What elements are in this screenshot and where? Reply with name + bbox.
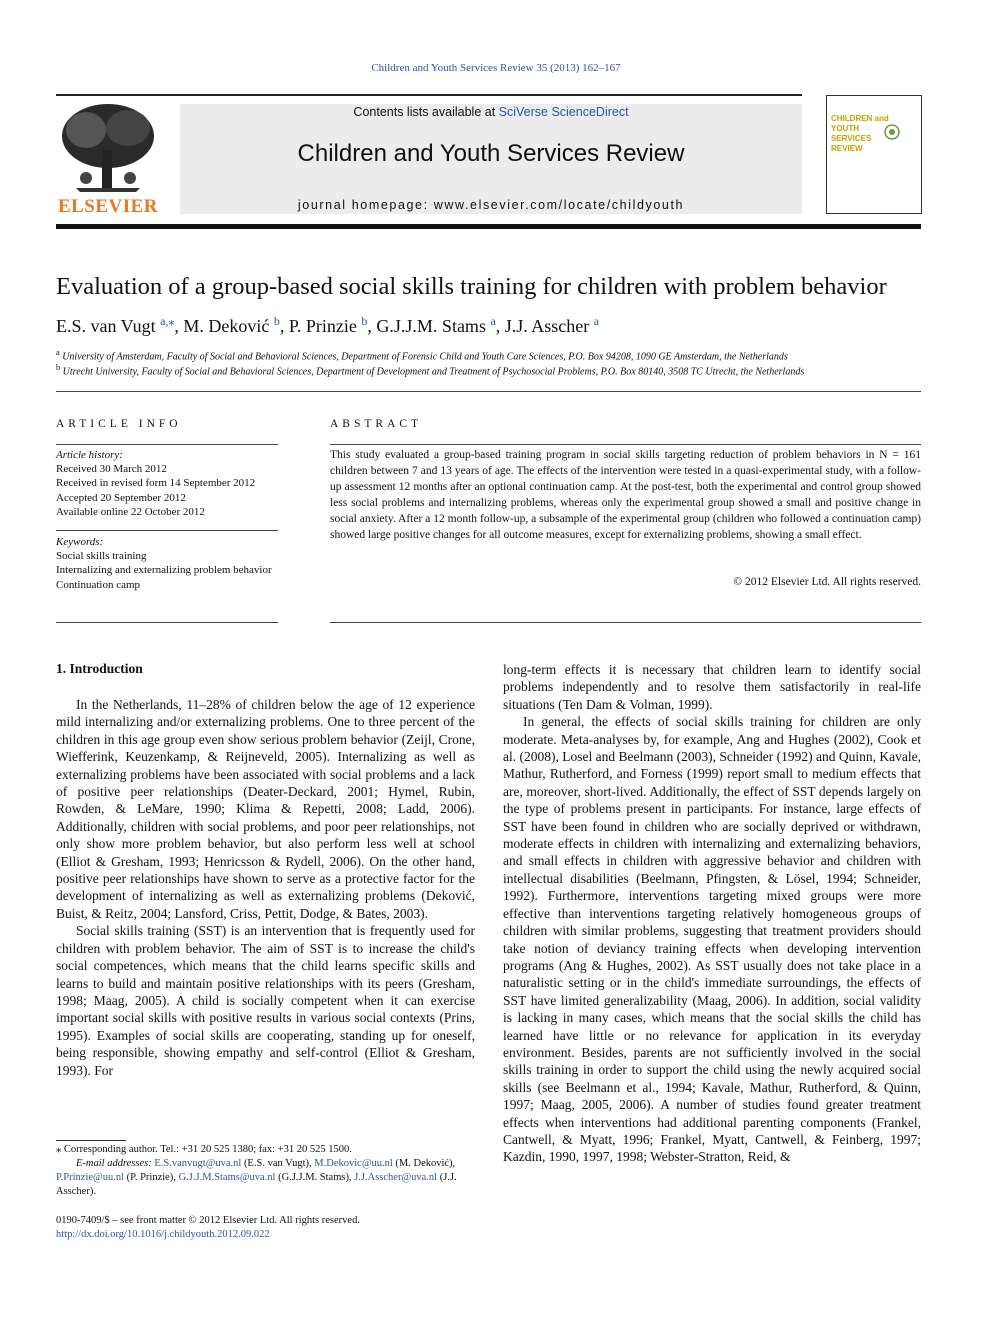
email-owner: (J.J. Asscher).: [56, 1172, 457, 1197]
email-link[interactable]: E.S.vanvugt@uva.nl: [154, 1158, 242, 1169]
affiliation-marker: b: [56, 363, 61, 372]
paragraph: Social skills training (SST) is an intervention that is frequently used for children with problem behavior. The aim of SST is to increase the child's social competences, which means that the child learns specific skills and learns to build and maintain positive relationships with its peers (Gresham, 1998; Maag, 2005). A child is socially competent when it can exercise important social skills with positive results in various social contexts (Prins, 1995). Examples of social skills are cooperating, standing up for oneself, being responsible, showing empathy and self-control (Elliot & Gresham, 1993). For: [56, 923, 475, 1078]
journal-citation[interactable]: Children and Youth Services Review 35 (2013) 162–167: [371, 62, 621, 74]
paragraph: long-term effects it is necessary that children learn to identify social problems independently and to resolve them satisfactorily in real-life situations (Ten Dam & Volman, 1999).: [503, 662, 921, 712]
email-link[interactable]: G.J.J.M.Stams@uva.nl: [178, 1172, 276, 1183]
email-owner: (E.S. van Vugt),: [241, 1158, 315, 1169]
footnote-rule: [56, 1140, 126, 1141]
author-name: G.J.J.M. Stams: [376, 316, 486, 336]
paragraph: In the Netherlands, 11–28% of children below the age of 12 experience mild internalizing and/or externalizing problems. One to three percent of the children in this age group even show serious problem behavior (Zeijl, Crone, Wiefferink, Keuzenkamp, & Reijneveld, 2005). Internalizing as well as externalizing problems have been associated with social problems and a lack of positive peer relationships (Deater-Deckard, 2001; Hymel, Rubin, Rowden, & LeMare, 1990; Klima & Repetti, 2008; Ladd, 2006). Additionally, children with social problems, and poor peer relationships, not only show more problem behavior, but also perform less well at school (Elliot & Gresham, 1993; Henricsson & Rydell, 2006). On the other hand, positive peer relationships have shown to serve as a protective factor for the development of internalizing as well as externalizing problems (Deković, Buist, & Reitz, 2004; Lansford, Criss, Pettit, Dodge, & Bates, 2003).: [56, 697, 475, 921]
author-name: J.J. Asscher: [504, 316, 590, 336]
email-label: E-mail addresses:: [76, 1158, 155, 1169]
keywords-label: Keywords:: [56, 536, 104, 548]
article-title: Evaluation of a group-based social skills training for children with problem behavior: [56, 273, 887, 300]
article-history: [56, 448, 278, 519]
author-list: E.S. van Vugt $^{a,⁎}$, M. Deković $^b$, P. Prinzie $^b$, G.J.J.M. Stams $^a$, J.J. Asscher $^a$: [56, 314, 600, 336]
author-affil-link[interactable]: a: [593, 314, 600, 328]
footnote-corresponding: ⁎ Corresponding author. Tel.: +31 20 525 1380; fax: +31 20 525 1500.: [56, 1144, 352, 1155]
paragraph: In general, the effects of social skills training for children are only moderate. Meta-analyses by, for example, Ang and Hughes (2002), Cook et al. (2008), Losel and Beelmann (2003), Schneider (1992) and Quinn, Kavale, Mathur, Rutherford, and Forness (1999) report small to medium effects that are, moreover, short-lived. Additionally, the effect of SST depends largely on the type of problems present in participants. For instance, large effects of SST have been found in children who are socially deprived or withdrawn, moderate effects in children with internalizing and externalizing behaviors, and small effects in children with aggressive behavior and children with intellectual disabilities (Beelmann, Pfingsten, & Lösel, 1994; Schneider, 1992). Furthermore, interventions targeting mixed groups were more effective than interventions targeting relatively homogeneous groups of children with similar problems, suggesting that treatment providers should take notion of deviancy training effects when developing intervention programs (Ang & Hughes, 2002). As SST usually does not take place in a naturalistic setting or in the child's immediate surroundings, the effects of SST have limited generalizability (Maag, 2006). In addition, social validity is lacking in many cases, which means that the social skills the child has learned have little or no relevance for application in its everyday environment. Besides, parents are not sufficiently involved in the social skills training in order to support the child using the newly acquired social skills (see Beelmann et al., 1994; Kavale, Mathur, Rutherford, & Quinn, 1997; Maag, 2005, 2006). A number of studies found greater treatment effects when interventions had additional parenting components (Frankel, Cantwell, & Myatt, 1996; Frankel, Myatt, Cantwell, & Feinberg, 1997; Kazdin, 1990, 1997, 1998; Webster-Stratton, Reid, &: [503, 714, 922, 1165]
homepage-prefix: journal homepage:: [297, 198, 434, 212]
article-info-heading: ARTICLE INFO: [56, 418, 182, 430]
doi-link[interactable]: http://dx.doi.org/10.1016/j.childyouth.2012.09.022: [56, 1229, 270, 1240]
author-name: P. Prinzie: [288, 316, 357, 336]
affiliation-a: [56, 348, 788, 362]
history-item: Received in revised form 14 September 2012: [56, 477, 256, 490]
divider: [330, 622, 921, 623]
author-affil-link[interactable]: a: [490, 314, 496, 328]
email-owner: (P. Prinzie),: [124, 1172, 179, 1183]
keyword: Social skills training: [56, 550, 147, 563]
affiliation-b: [56, 363, 804, 377]
divider: [56, 444, 278, 445]
header-thick-rule: [56, 224, 921, 229]
journal-name: Children and Youth Services Review: [297, 140, 685, 167]
author-affil-link[interactable]: a,⁎: [160, 314, 175, 328]
issn-line: 0190-7409/$ – see front matter © 2012 Elsevier Ltd. All rights reserved.: [56, 1215, 360, 1226]
affiliation-text: Utrecht University, Faculty of Social and Behavioral Sciences, Department of Development and Treatment of Psychosocial Problems, P.O. Box 80140, 3508 TC Utrecht, the Netherlands: [62, 366, 805, 378]
history-label: Article history:: [56, 449, 123, 461]
cover-emblem-icon: [882, 122, 902, 142]
abstract-text: This study evaluated a group-based training program in social skills targeting reduction of problem behaviors in N = 161 children between 7 and 13 years of age. The effects of the intervention were tested in a quasi-experimental study, with a follow-up assessment 12 months after an optional continuation camp. At the post-test, both the experimental and control group showed less social problems and internalizing problems, whereas only the experimental group showed a small and positive change in social anxiety. After a 12 month follow-up, a subsample of the experimental group (children who followed a continuation camp) showed large positive changes for all outcome measures, except for externalizing problems, showing a small effect.: [330, 449, 921, 541]
abstract-copyright: © 2012 Elsevier Ltd. All rights reserved.: [733, 576, 921, 588]
abstract-heading: ABSTRACT: [330, 418, 423, 430]
affiliation-text: University of Amsterdam, Faculty of Social and Behavioral Sciences, Department of Forensic Child and Youth Care Sciences, P.O. Box 94208, 1090 GE Amsterdam, the Netherlands: [62, 351, 788, 363]
publisher-wordmark[interactable]: ELSEVIER: [57, 196, 159, 217]
sciencedirect-link[interactable]: SciVerse ScienceDirect: [498, 105, 629, 119]
journal-cover-thumbnail[interactable]: [826, 95, 922, 214]
author-name: M. Deković: [183, 316, 270, 336]
divider: [330, 444, 921, 445]
email-link[interactable]: J.J.Asscher@uva.nl: [354, 1172, 438, 1183]
author-affil-link[interactable]: b: [361, 314, 368, 328]
homepage-link[interactable]: www.elsevier.com/locate/childyouth: [433, 198, 685, 212]
email-link[interactable]: M.Dekovic@uu.nl: [314, 1158, 393, 1169]
journal-homepage: [180, 198, 802, 212]
divider: [56, 622, 278, 623]
email-owner: (M. Deković),: [392, 1158, 456, 1169]
contents-prefix: Contents lists available at: [353, 105, 499, 119]
keyword: Continuation camp: [56, 578, 141, 591]
history-item: Received 30 March 2012: [56, 463, 167, 476]
affiliation-marker: a: [56, 348, 60, 357]
divider: [56, 530, 278, 531]
author-name: E.S. van Vugt: [56, 316, 156, 336]
contents-line: [180, 105, 802, 119]
body-column-right: [503, 661, 921, 1166]
header-rule: [56, 94, 802, 96]
email-owner: (G.J.J.M. Stams),: [275, 1172, 355, 1183]
keyword: Internalizing and externalizing problem behavior: [56, 564, 272, 577]
email-link[interactable]: P.Prinzie@uu.nl: [56, 1172, 125, 1183]
history-item: Available online 22 October 2012: [56, 505, 205, 518]
divider: [56, 391, 921, 392]
footnote-emails: [56, 1157, 476, 1199]
keywords: [56, 535, 278, 592]
section-heading: 1. Introduction: [56, 661, 143, 676]
cover-title: CHILDREN and YOUTH SERVICES REVIEW: [831, 114, 889, 153]
author-affil-link[interactable]: b: [273, 314, 280, 328]
history-item: Accepted 20 September 2012: [56, 491, 186, 504]
body-column-left: [56, 696, 475, 1079]
